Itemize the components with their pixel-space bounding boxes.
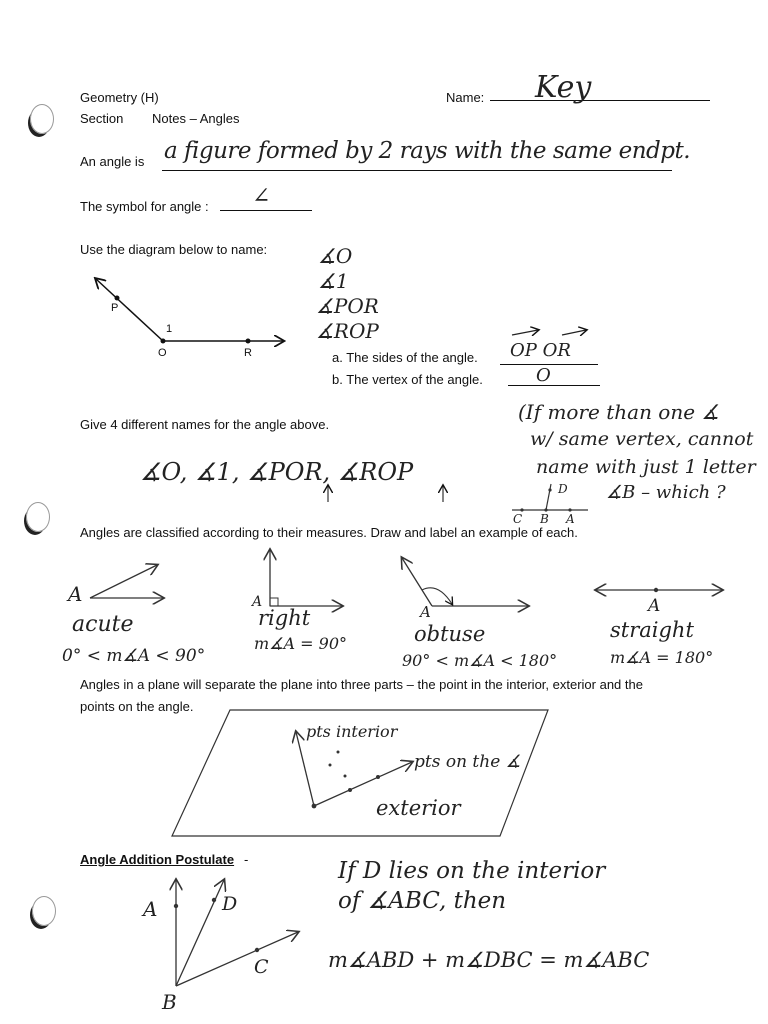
note-line-2: w/ same vertex, cannot xyxy=(530,428,754,450)
angle-name-1: ∡1 xyxy=(318,269,349,293)
postulate-label-a: A xyxy=(143,897,158,921)
name-answer: Key xyxy=(535,70,592,105)
symbol-answer: ∠ xyxy=(252,184,271,209)
acute-name: acute xyxy=(72,612,134,637)
definition-answer: a figure formed by 2 rays with the same endpt. xyxy=(164,138,691,164)
plane-exterior-label: exterior xyxy=(376,796,461,820)
right-range: m∡A = 90° xyxy=(254,634,348,653)
vertex-answer: O xyxy=(536,365,551,386)
note-label-a: A xyxy=(566,512,575,526)
angle-name-o: ∡O xyxy=(318,244,353,268)
straight-vertex-label: A xyxy=(648,596,661,616)
note-line-1: (If more than one ∡ xyxy=(518,400,720,424)
postulate-dash: - xyxy=(244,852,249,867)
acute-range: 0° < m∡A < 90° xyxy=(62,646,206,666)
postulate-line-1: If D lies on the interior xyxy=(338,858,606,884)
point-p-label: P xyxy=(111,302,119,314)
sides-label: a. The sides of the angle. xyxy=(332,350,478,365)
plane-text-line-2: points on the angle. xyxy=(80,699,194,714)
vertex-label: b. The vertex of the angle. xyxy=(332,372,483,387)
postulate-line-2: of ∡ABC, then xyxy=(338,888,507,914)
straight-name: straight xyxy=(610,618,694,642)
postulate-line-3: m∡ABD + m∡DBC = m∡ABC xyxy=(328,948,650,972)
straight-range: m∡A = 180° xyxy=(610,648,714,667)
classification-prompt: Angles are classified according to their measures. Draw and label an example of each. xyxy=(80,525,578,540)
four-names-answer: ∡O, ∡1, ∡POR, ∡ROP xyxy=(140,458,414,486)
note-line-3: name with just 1 letter xyxy=(536,456,756,478)
plane-text-line-1: Angles in a plane will separate the plane into three parts – the point in the interior, exterior and the xyxy=(80,677,643,692)
note-label-c: C xyxy=(513,512,523,526)
angle-name-rop: ∡ROP xyxy=(316,319,379,343)
right-vertex-label: A xyxy=(252,594,263,610)
plane-on-angle-label: pts on the ∡ xyxy=(414,752,521,772)
course-title: Geometry (H) xyxy=(80,90,159,105)
point-r-label: R xyxy=(244,347,252,359)
obtuse-range: 90° < m∡A < 180° xyxy=(402,651,558,670)
right-name: right xyxy=(258,606,311,630)
sides-answer: OP OR xyxy=(510,340,571,361)
section-label: Section xyxy=(80,111,124,126)
angle-name-por: ∡POR xyxy=(316,294,379,318)
definition-prompt: An angle is xyxy=(80,154,145,169)
acute-vertex-label: A xyxy=(68,582,83,606)
postulate-label-c: C xyxy=(254,956,269,978)
postulate-title: Angle Addition Postulate xyxy=(80,852,235,867)
note-label-d: D xyxy=(558,482,568,496)
postulate-label-d: D xyxy=(222,893,238,915)
notes-title: Notes – Angles xyxy=(152,111,240,126)
obtuse-name: obtuse xyxy=(414,622,486,646)
plane-interior-label: pts interior xyxy=(306,722,398,741)
diagram-prompt: Use the diagram below to name: xyxy=(80,242,268,257)
note-label-b: B xyxy=(540,512,549,526)
postulate-label-b: B xyxy=(162,990,177,1014)
symbol-prompt: The symbol for angle : xyxy=(80,199,209,214)
point-o-label: O xyxy=(158,347,167,359)
angle-1-label: 1 xyxy=(166,323,173,335)
four-names-prompt: Give 4 different names for the angle above. xyxy=(80,417,330,432)
note-example: ∡B – which ? xyxy=(606,482,726,503)
obtuse-vertex-label: A xyxy=(420,603,431,621)
name-label: Name: xyxy=(446,90,485,105)
